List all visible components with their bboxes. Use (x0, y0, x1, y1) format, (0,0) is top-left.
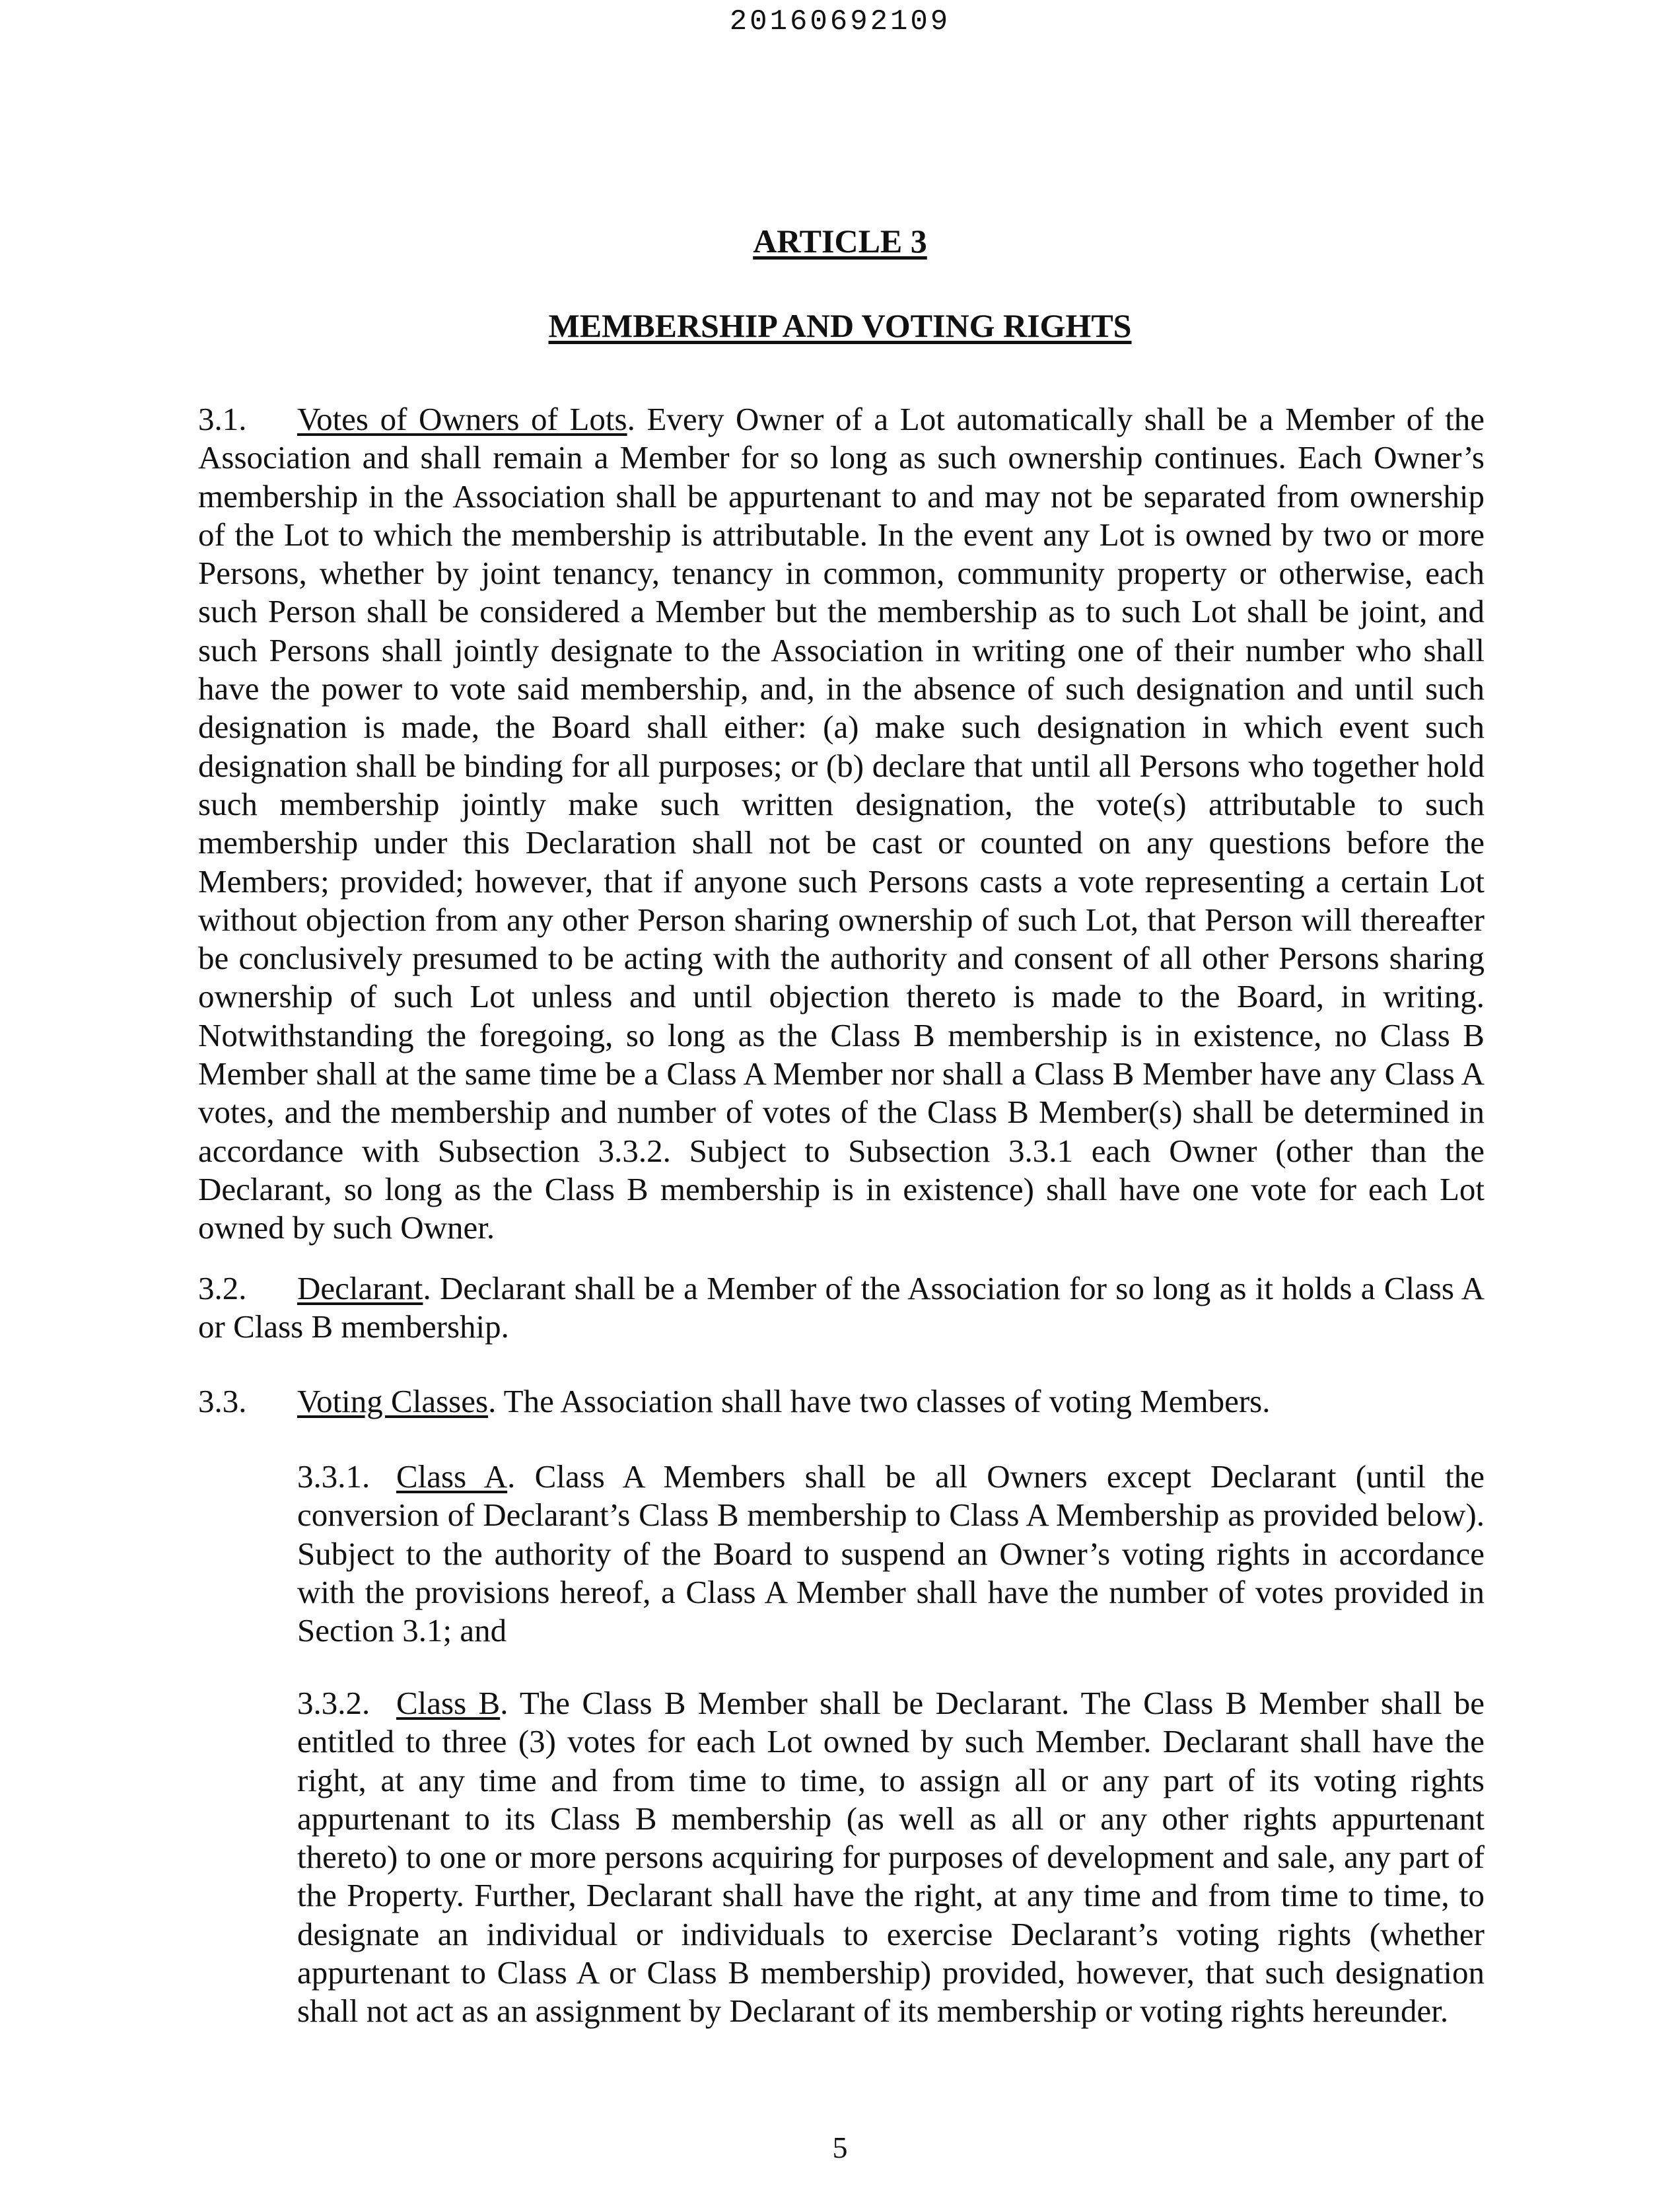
subsection-heading: Class B (396, 1685, 501, 1721)
section-3-3 (198, 1382, 1485, 1421)
section-body: . Declarant shall be a Member of the Association for so long as it holds a Class A or Class B membership. (198, 1270, 1485, 1345)
document-number: 20160692109 (729, 5, 951, 38)
article-subtitle: MEMBERSHIP AND VOTING RIGHTS (548, 307, 1132, 344)
subsection-number: 3.3.2. (297, 1685, 370, 1721)
subsection-body: . The Class B Member shall be Declarant. The Class B Member shall be entitled to three (3) votes for each Lot owned by such Member. Declarant shall have the right, at any time and from time to time, to assign all or any part of its voting rights appurtenant to its Class B membership (as well as all or any other rights appurtenant thereto) to one or more persons acquiring for purposes of development and sale, any part of the Property. Further, Declarant shall have the right, at any time and from time to time, to designate an individual or individuals to exercise Declarant’s voting rights (whether appurtenant to Class A or Class B membership) provided, however, that such designation shall not act as an assignment by Declarant of its membership or voting rights hereunder. (297, 1685, 1485, 2030)
section-body: . The Association shall have two classes of voting Members. (488, 1383, 1271, 1419)
article-title: ARTICLE 3 (753, 223, 927, 260)
section-number: 3.2. (198, 1270, 247, 1306)
subsection-heading: Class A (396, 1458, 508, 1495)
section-heading: Declarant (297, 1270, 423, 1306)
page-number: 5 (832, 2131, 848, 2164)
section-number: 3.3. (198, 1383, 247, 1419)
section-heading: Voting Classes (297, 1383, 489, 1419)
section-number: 3.1. (198, 401, 247, 437)
subsection-body: . Class A Members shall be all Owners except Declarant (until the conversion of Declarant’s Class B membership to Class A Membership as provided below). Subject to the authority of the Board to suspend an Owner’s voting rights in accordance with the provisions hereof, a Class A Member shall have the number of votes provided in Section 3.1; and (297, 1458, 1485, 1649)
subsection-3-3-2 (297, 1684, 1485, 2031)
section-3-2 (198, 1269, 1485, 1347)
section-heading: Votes of Owners of Lots (297, 401, 627, 437)
section-3-1 (198, 400, 1485, 1248)
subsection-number: 3.3.1. (297, 1458, 370, 1495)
section-body: . Every Owner of a Lot automatically shall be a Member of the Association and shall remain a Member for so long as such ownership continues. Each Owner’s membership in the Association shall be appurtenant to and may not be separated from ownership of the Lot to which the membership is attributable. In the event any Lot is owned by two or more Persons, whether by joint tenancy, tenancy in common, community property or otherwise, each such Person shall be considered a Member but the membership as to such Lot shall be joint, and such Persons shall jointly designate to the Association in writing one of their number who shall have the power to vote said membership, and, in the absence of such designation and until such designation is made, the Board shall either: (a) make such designation in which event such designation shall be binding for all purposes; or (b) declare that until all Persons who together hold such membership jointly make such written designation, the vote(s) attributable to such membership under this Declaration shall not be cast or counted on any questions before the Members; provided; however, that if anyone such Persons casts a vote representing a certain Lot without objection from any other Person sharing ownership of such Lot, that Person will thereafter be conclusively presumed to be acting with the authority and consent of all other Persons sharing ownership of such Lot unless and until objection thereto is made to the Board, in writing. Notwithstanding the foregoing, so long as the Class B membership is in existence, no Class B Member shall at the same time be a Class A Member nor shall a Class B Member have any Class A votes, and the membership and number of votes of the Class B Member(s) shall be determined in accordance with Subsection 3.3.2. Subject to Subsection 3.3.1 each Owner (other than the Declarant, so long as the Class B membership is in existence) shall have one vote for each Lot owned by such Owner. (198, 401, 1485, 1246)
subsection-3-3-1 (297, 1458, 1485, 1650)
